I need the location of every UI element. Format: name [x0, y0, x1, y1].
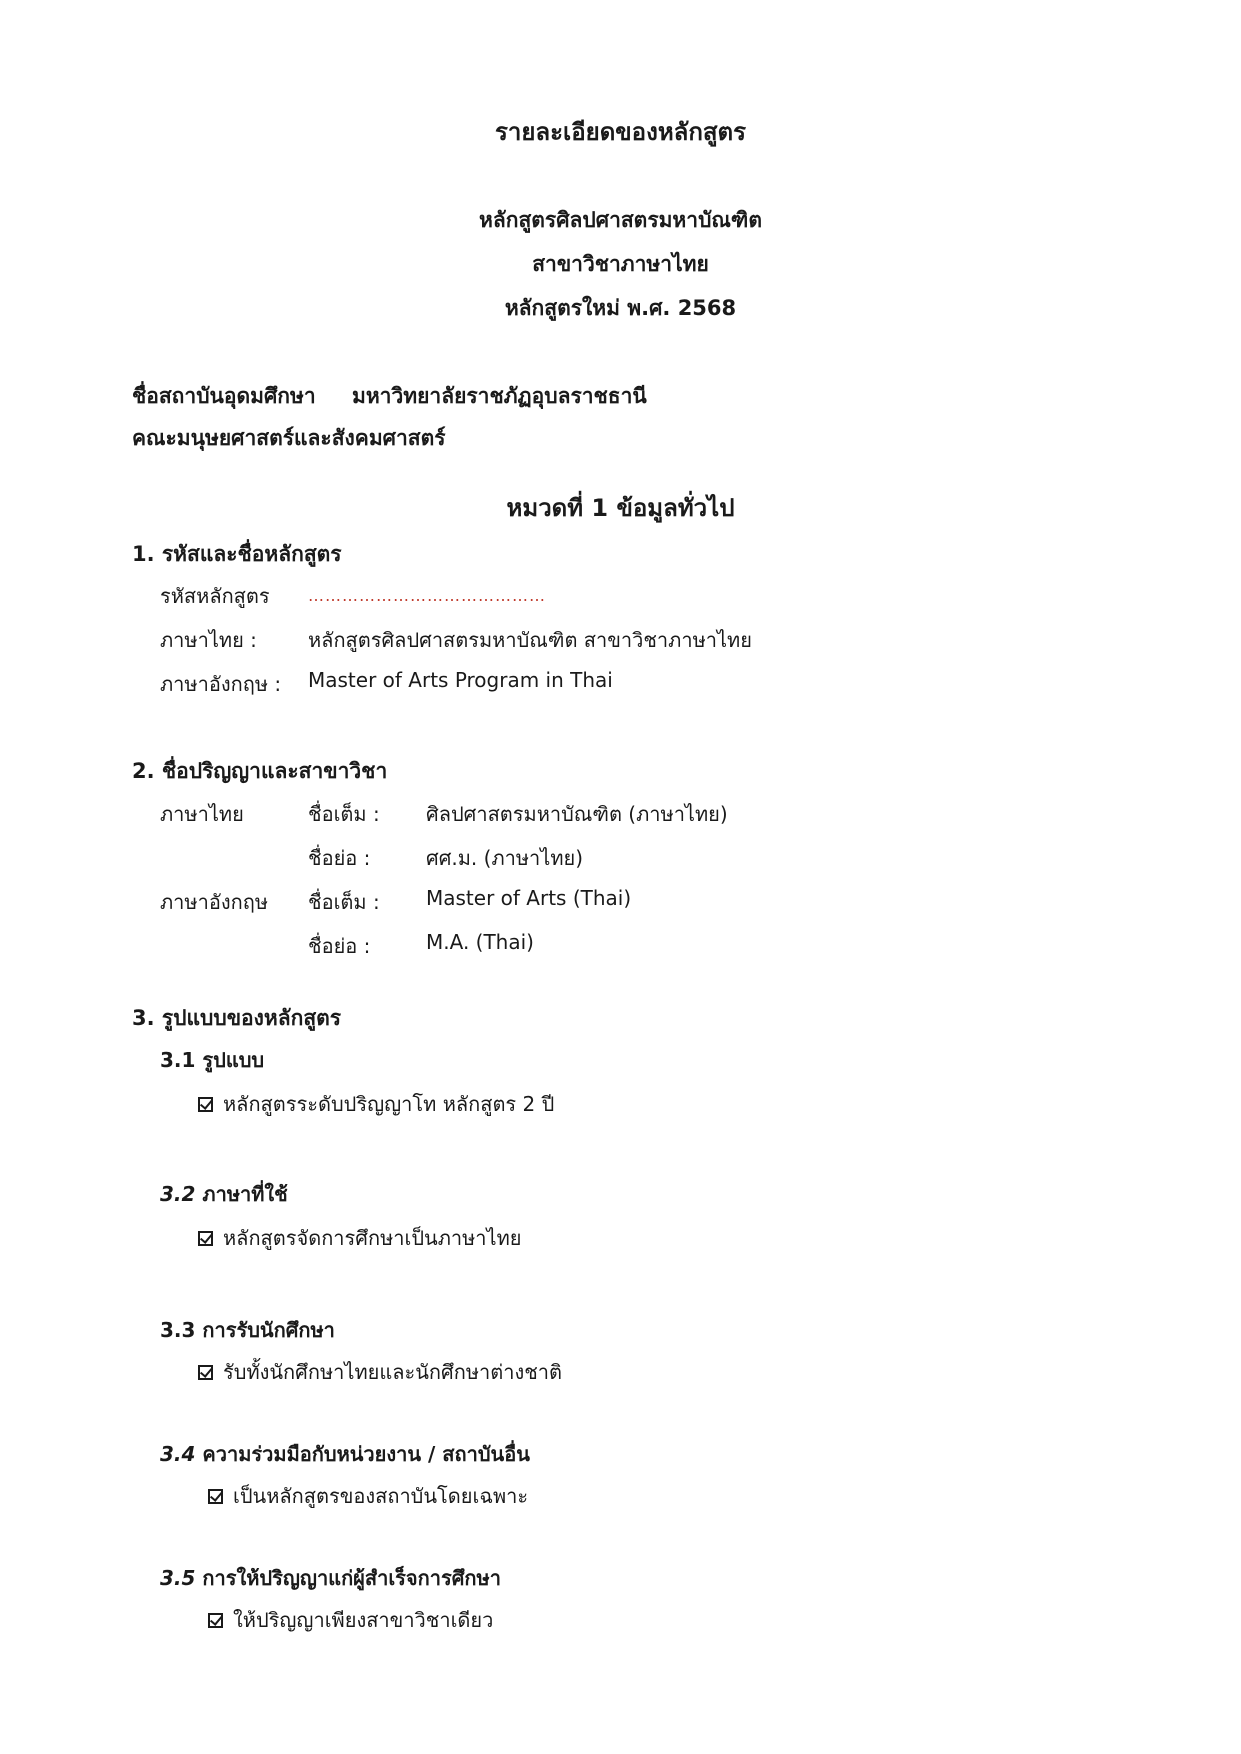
section3-3-heading: 3.3 การรับนักศึกษา: [160, 1318, 335, 1342]
section2-heading: 2. ชื่อปริญญาและสาขาวิชา: [132, 759, 388, 783]
program-major: สาขาวิชาภาษาไทย: [532, 252, 709, 276]
section3-heading: 3. รูปแบบของหลักสูตร: [132, 1006, 342, 1030]
section3-5-heading: [160, 1562, 501, 1594]
program-english-label: ภาษาอังกฤษ :: [160, 672, 282, 696]
program-thai-label: ภาษาไทย :: [160, 628, 257, 652]
checkbox-checked-icon: [198, 1097, 213, 1112]
degree-english-full-label: ชื่อเต็ม :: [308, 890, 380, 914]
degree-thai-abbr-value: ศศ.ม. (ภาษาไทย): [426, 846, 584, 870]
section1-heading: 1. รหัสและชื่อหลักสูตร: [132, 542, 342, 566]
degree-english-abbr-label: ชื่อย่อ :: [308, 934, 371, 958]
checkbox-checked-icon: [198, 1231, 213, 1246]
program-code-label: รหัสหลักสูตร: [160, 584, 270, 608]
program-english-value: Master of Arts Program in Thai: [308, 668, 613, 692]
program-code-value: ……………………………………: [308, 586, 546, 605]
section3-1-heading: 3.1 รูปแบบ: [160, 1048, 265, 1072]
section3-5-title: การให้ปริญญาแก่ผู้สำเร็จการศึกษา: [195, 1566, 501, 1590]
program-name: หลักสูตรศิลปศาสตรมหาบัณฑิต: [479, 208, 762, 232]
institution-label: ชื่อสถาบันอุดมศึกษา: [132, 384, 316, 408]
degree-english-abbr-value: M.A. (Thai): [426, 930, 534, 954]
section3-1-item: [198, 1088, 554, 1120]
section3-2-title: ภาษาที่ใช้: [195, 1182, 288, 1206]
degree-thai-label: ภาษาไทย: [160, 802, 244, 826]
checkbox-checked-icon: [208, 1489, 223, 1504]
program-thai-value: หลักสูตรศิลปศาสตรมหาบัณฑิต สาขาวิชาภาษาไทย: [308, 628, 752, 652]
section3-5-item: [208, 1604, 493, 1636]
checkbox-checked-icon: [208, 1613, 223, 1628]
degree-english-label: ภาษาอังกฤษ: [160, 890, 269, 914]
section3-4-item: [208, 1480, 528, 1512]
section3-4-item-text: เป็นหลักสูตรของสถาบันโดยเฉพาะ: [233, 1484, 529, 1508]
section3-3-item-text: รับทั้งนักศึกษาไทยและนักศึกษาต่างชาติ: [223, 1360, 563, 1384]
document-title: รายละเอียดของหลักสูตร: [494, 118, 746, 146]
chapter-title: หมวดที่ 1 ข้อมูลทั่วไป: [506, 494, 735, 522]
checkbox-checked-icon: [198, 1365, 213, 1380]
faculty-name: คณะมนุษยศาสตร์และสังคมศาสตร์: [132, 426, 446, 450]
degree-thai-full-label: ชื่อเต็ม :: [308, 802, 380, 826]
program-version: หลักสูตรใหม่ พ.ศ. 2568: [504, 296, 737, 320]
section3-2-item-text: หลักสูตรจัดการศึกษาเป็นภาษาไทย: [223, 1226, 522, 1250]
section3-2-heading: [160, 1178, 288, 1210]
section3-2-number: 3.2: [160, 1182, 196, 1206]
section3-3-item: [198, 1356, 562, 1388]
section3-2-item: [198, 1222, 522, 1254]
section3-5-number: 3.5: [160, 1566, 196, 1590]
institution-name: มหาวิทยาลัยราชภัฏอุบลราชธานี: [352, 384, 647, 408]
degree-thai-full-value: ศิลปศาสตรมหาบัณฑิต (ภาษาไทย): [426, 802, 728, 826]
degree-thai-abbr-label: ชื่อย่อ :: [308, 846, 371, 870]
degree-english-full-value: Master of Arts (Thai): [426, 886, 632, 910]
section3-5-item-text: ให้ปริญญาเพียงสาขาวิชาเดียว: [233, 1608, 494, 1632]
section3-4-title: ความร่วมมือกับหน่วยงาน / สถาบันอื่น: [195, 1442, 530, 1466]
section3-4-number: 3.4: [160, 1442, 196, 1466]
section3-4-heading: [160, 1438, 530, 1470]
section3-1-item-text: หลักสูตรระดับปริญญาโท หลักสูตร 2 ปี: [223, 1092, 555, 1116]
